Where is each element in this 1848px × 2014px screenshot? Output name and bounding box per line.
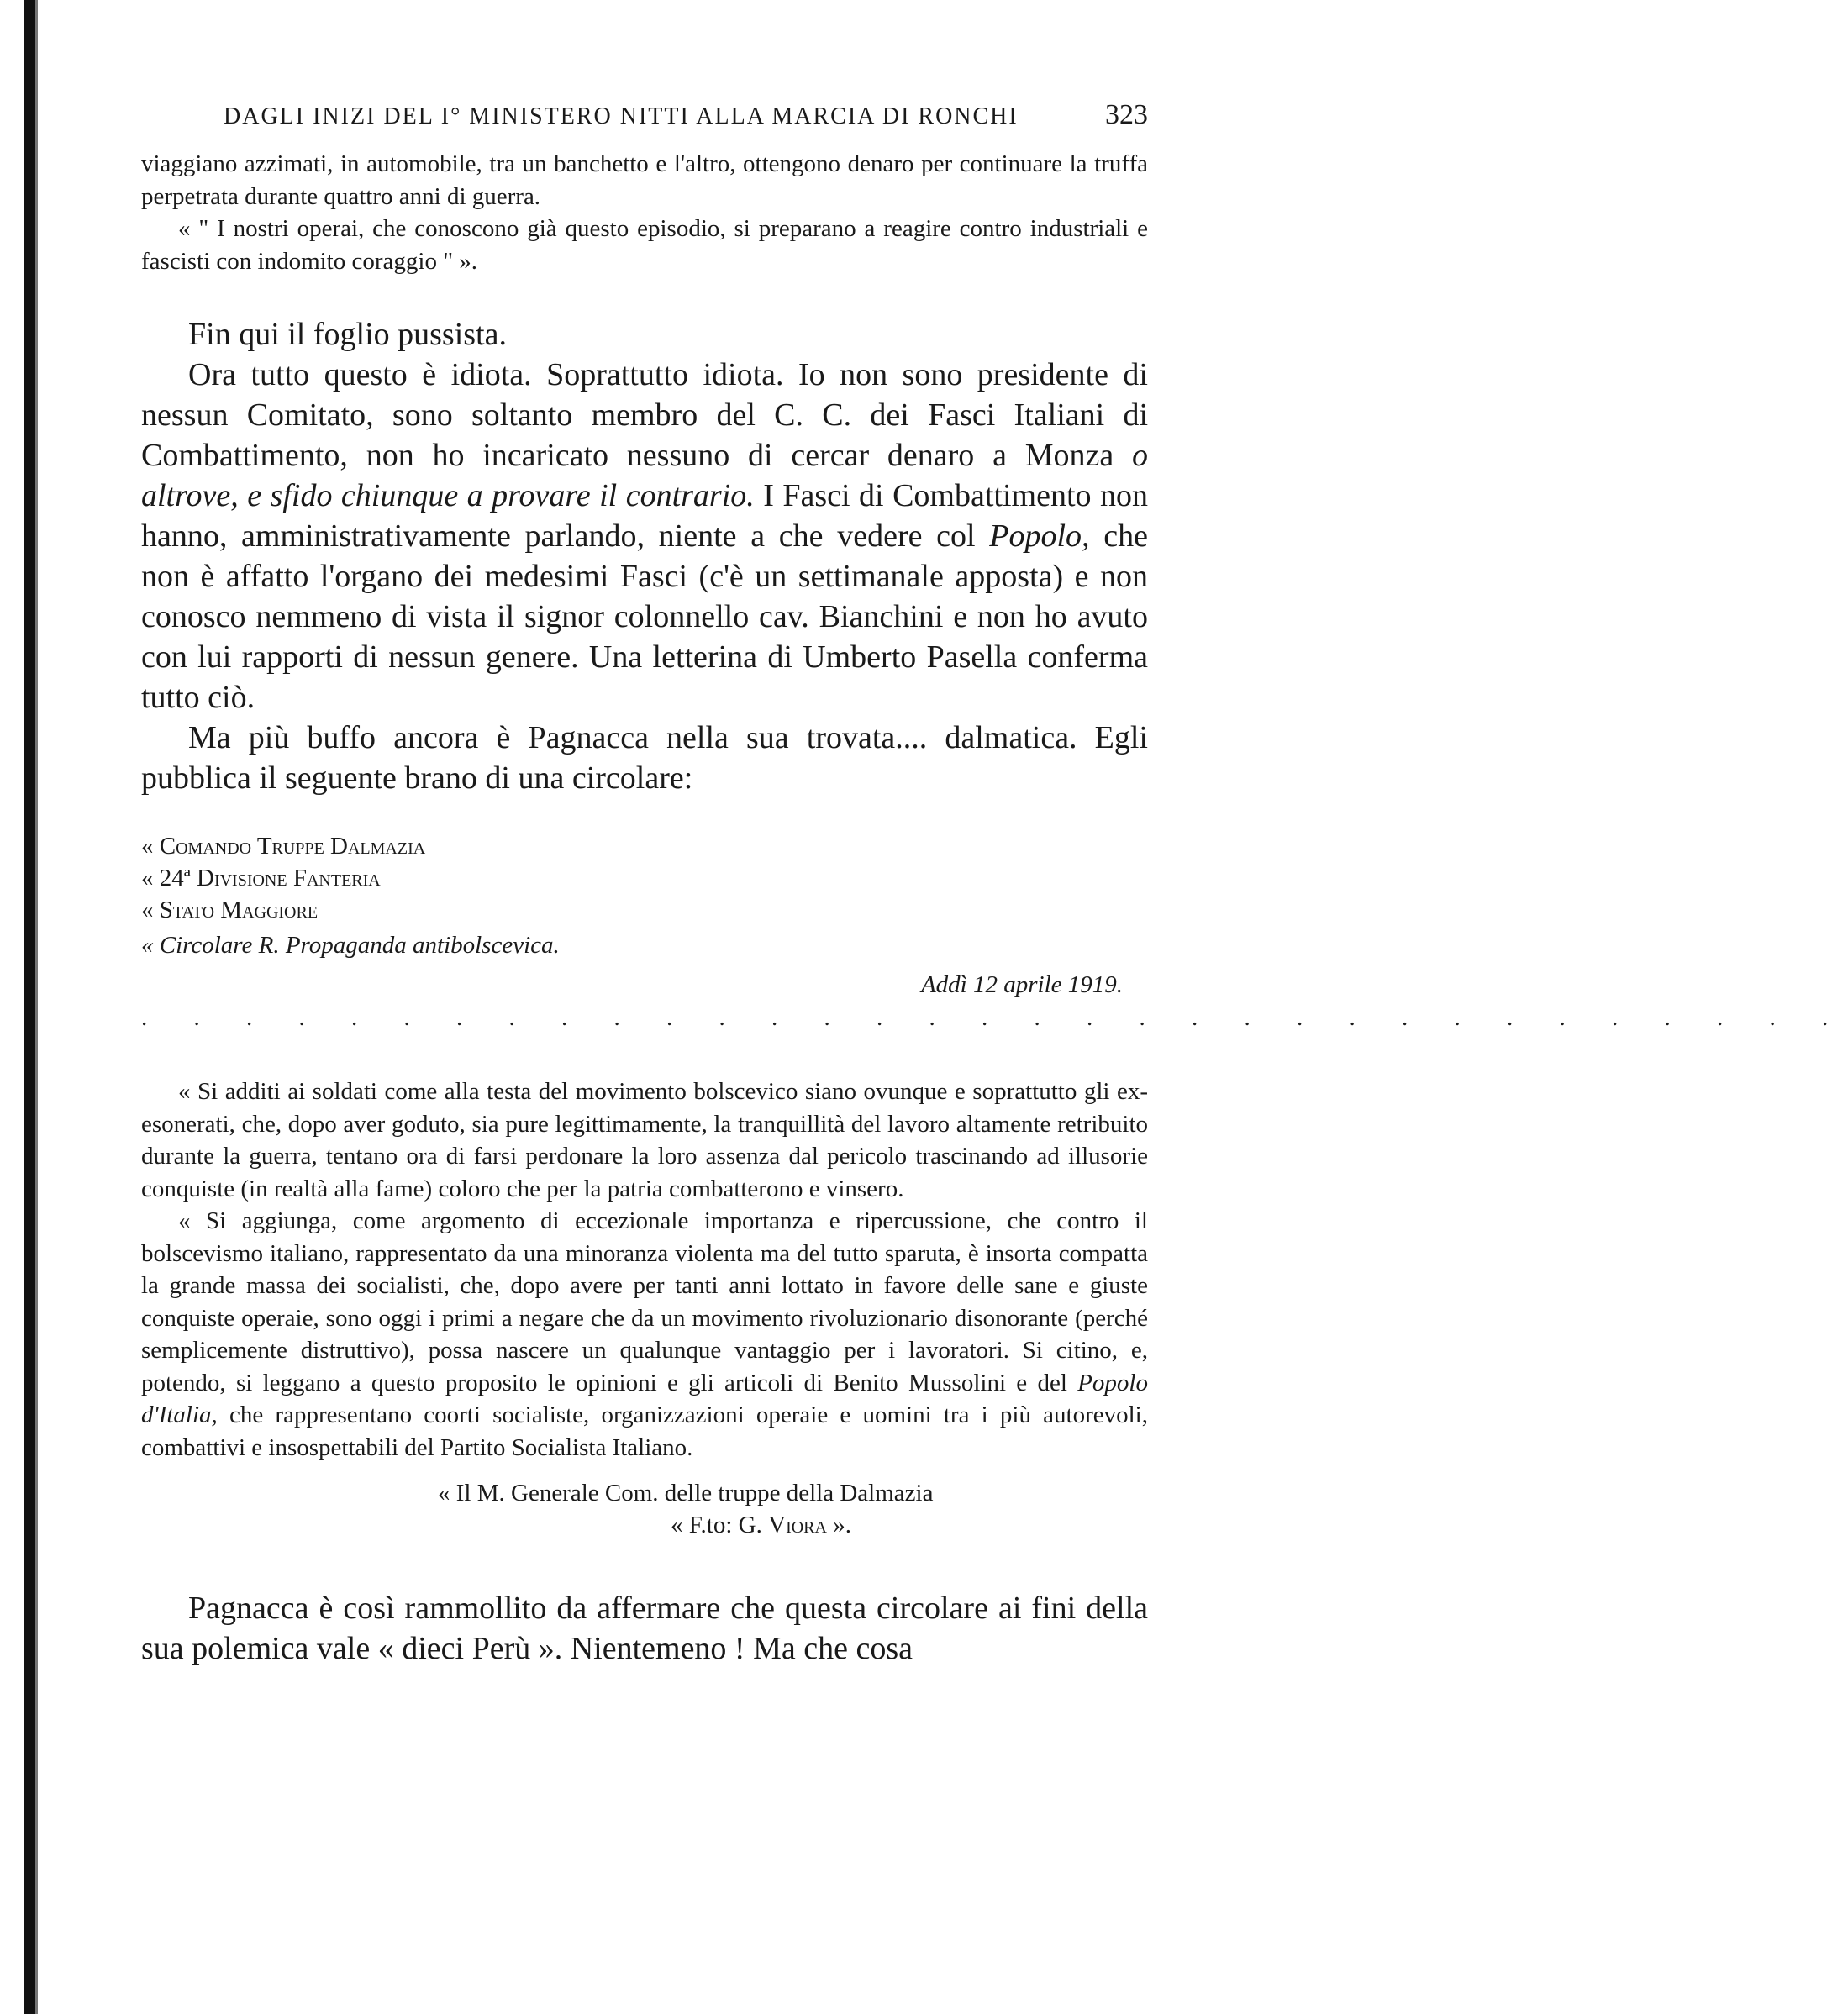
body-paragraph: Ma più buffo ancora è Pagnacca nella sua trovata.... dalmatica. Egli pubblica il seguente brano di una circolare: bbox=[141, 720, 1148, 796]
text-run: che non è affatto l'organo dei medesimi Fasci (c'è un settimanale apposta) e non conosco nemmeno di vista il signor colonnello cav. Bianchini e non ho avuto con lui rapporti di nessun genere. Una letterina di Umberto Pasella conferma tutto ciò. bbox=[141, 518, 1148, 715]
running-header bbox=[224, 99, 1148, 131]
circular-paragraph bbox=[141, 1205, 1148, 1464]
ellipsis-dots: . . . . . . . . . . . . . . . . . . . . . . . . . . . . . . . . . bbox=[141, 1004, 1848, 1031]
text-run: ». bbox=[826, 1512, 851, 1538]
italic-run: Popolo, bbox=[989, 518, 1090, 554]
text-run: che rappresentano coorti socialiste, organizzazioni operaie e uomini tra i più autorevoli, combattivi e insospettabili del Partito Socialista Italiano. bbox=[141, 1401, 1148, 1461]
quote-paragraph: viaggiano azzimati, in automobile, tra un banchetto e l'altro, ottengono denaro per continuare la truffa perpetrata durante quattro anni di guerra. bbox=[141, 150, 1148, 210]
circular-title: « Circolare R. Propaganda antibolscevica. bbox=[141, 932, 560, 959]
text-run: « Si aggiunga, come argomento di eccezionale importanza e ripercussione, che contro il bolscevismo italiano, rappresentato da una minoranza violenta ma del tutto sparuta, è insorta compatta la grande massa dei socialisti, che, dopo avere per tanti anni lottato in favore delle sane e giuste conquiste operaie, sono oggi i primi a negare che da un movimento rivoluzionario disonorante (perché semplicemente distruttivo), possa nascere un qualunque vantaggio per i lavoratori. Si citino, e, potendo, si leggano a questo proposito le opinioni e gli articoli di Benito Mussolini e del bbox=[141, 1207, 1148, 1396]
italic-run: Popolo d'Italia, bbox=[141, 1369, 1148, 1428]
circular-heading-line: « Stato Maggiore bbox=[141, 897, 319, 923]
signature-line bbox=[671, 1509, 1148, 1541]
header-title: DAGLI INIZI DEL I° MINISTERO NITTI ALLA MARCIA DI RONCHI bbox=[224, 103, 1019, 129]
page bbox=[141, 99, 1848, 1669]
scan-binding-edge bbox=[24, 0, 35, 2014]
circular-paragraph: « Si additi ai soldati come alla testa del movimento bolscevico siano ovunque e soprattutto gli ex-esonerati, che, dopo aver goduto, sia pure legittimamente, la tranquillità del lavoro altamente retribuito durante la guerra, tentano ora di farsi perdonare la loro assenza dal pericolo trascinando ad illusorie conquiste (in realtà alla fame) coloro che per la patria combatterono e vinsero. bbox=[141, 1078, 1148, 1202]
quoted-article-end bbox=[141, 148, 1148, 277]
closing-text bbox=[141, 1588, 1148, 1669]
circular-body bbox=[141, 1075, 1148, 1464]
body-paragraph: Pagnacca è così rammollito da affermare che questa circolare ai fini della sua polemica vale « dieci Perù ». Nientemeno ! Ma che cosa bbox=[141, 1591, 1148, 1666]
signature-block bbox=[141, 1477, 1148, 1541]
main-text bbox=[141, 314, 1148, 798]
text-run: « F.to: G. bbox=[671, 1512, 769, 1538]
body-paragraph bbox=[141, 355, 1148, 718]
page-number: 323 bbox=[1105, 99, 1148, 130]
italic-run: o altrove, e sfido chiunque a provare il contrario. bbox=[141, 438, 1148, 513]
scan-binding-shadow bbox=[35, 0, 38, 2014]
text-run: Ora tutto questo è idiota. Soprattutto idiota. Io non sono presidente di nessun Comitato, sono soltanto membro del C. C. dei Fasci Italiani di Combattimento, non ho incaricato nessuno di cercar denaro a Monza bbox=[141, 357, 1148, 473]
circular-heading-line: « Comando Truppe Dalmazia bbox=[141, 833, 426, 860]
circular-heading-line: « 24ª Divisione Fanteria bbox=[141, 865, 381, 891]
quote-paragraph: « " I nostri operai, che conoscono già questo episodio, si preparano a reagire contro industriali e fascisti con indomito coraggio " ». bbox=[141, 215, 1148, 275]
circular-heading bbox=[141, 830, 1148, 926]
body-paragraph: Fin qui il foglio pussista. bbox=[188, 317, 507, 352]
signer-name: Viora bbox=[768, 1512, 827, 1538]
circular-date: Addì 12 aprile 1919. bbox=[920, 971, 1123, 998]
signature-line: « Il M. Generale Com. delle truppe della Dalmazia bbox=[438, 1480, 934, 1507]
text-run: I Fasci di Combattimento non hanno, amministrativamente parlando, niente a che vedere col bbox=[141, 478, 1148, 554]
